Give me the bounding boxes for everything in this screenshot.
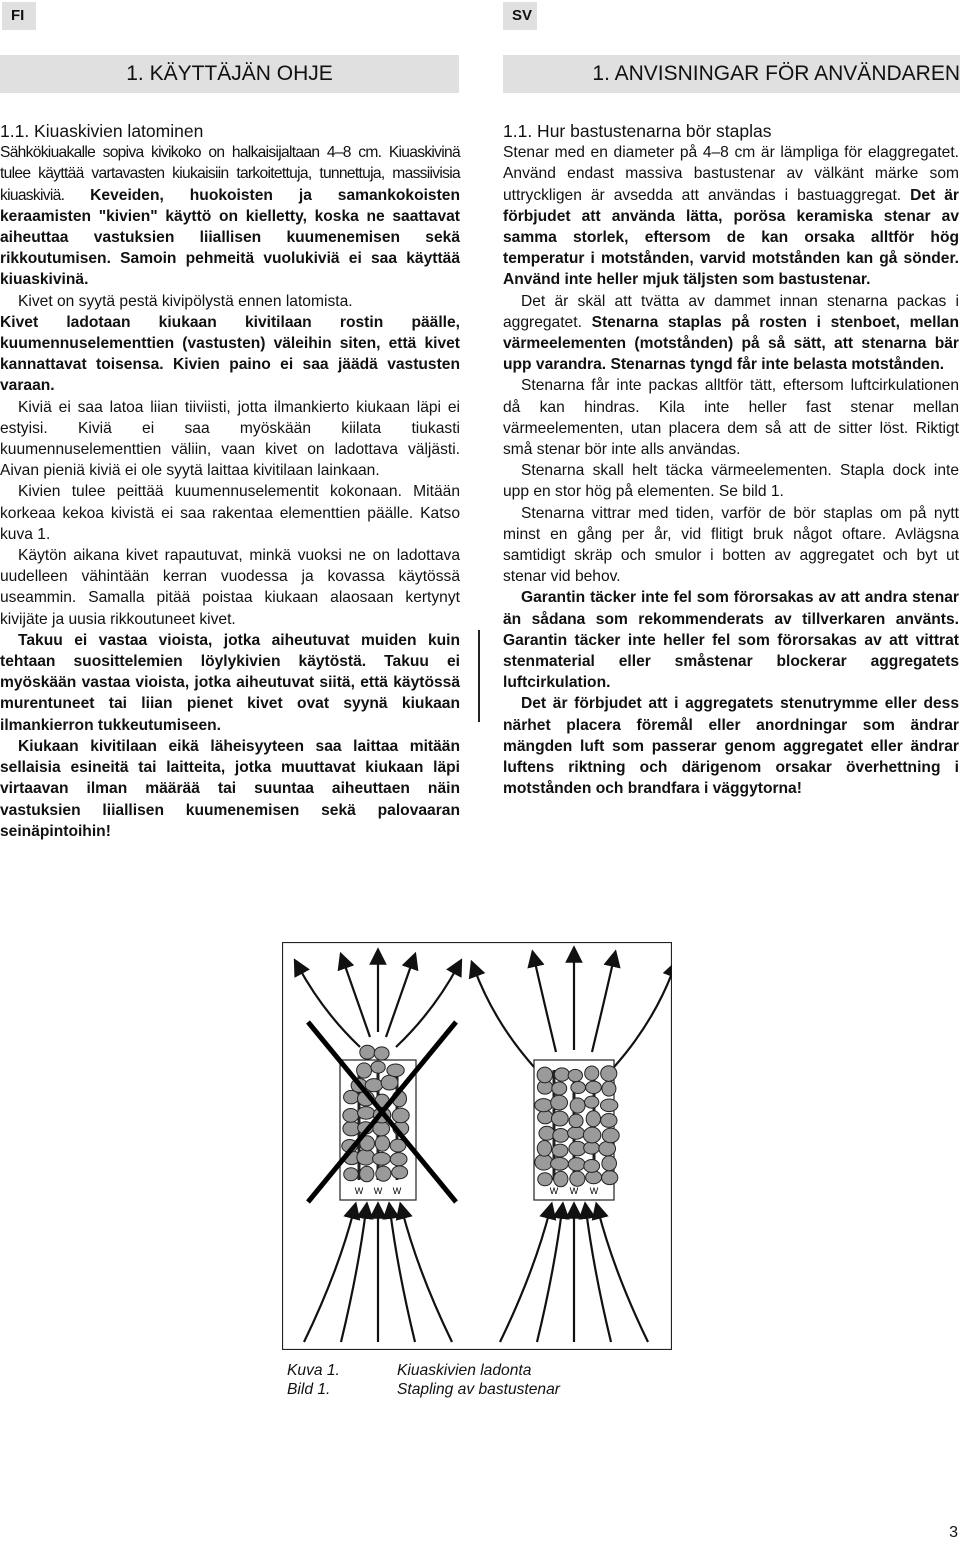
wrong-stacking-panel [298, 956, 458, 1342]
stone [538, 1110, 553, 1123]
warning-text: Stenarna staplas på rosten i stenboet, mellan värmeelementen (motstånden) på så sätt, att stenarna bär upp varandra. Stenarnas tyngd får inte belasta motstånden. [503, 313, 959, 374]
paragraph [503, 142, 959, 290]
airflow-arrow [396, 966, 458, 1047]
stone [552, 1082, 567, 1095]
paragraph: Stenarna vittrar med tiden, varför de bör staplas om på nytt minst en gång per år, vid flitigt bruk något oftare. Avlägsna samtidigt skräp och smulor i botten av aggregatet och byt ut stenar vid behov. [503, 504, 959, 586]
stone [538, 1173, 552, 1186]
swedish-column [503, 121, 959, 800]
heater-label: W [589, 1186, 599, 1196]
stone [586, 1171, 602, 1184]
stone [570, 1171, 585, 1186]
airflow-arrow [341, 1210, 366, 1342]
airflow-arrow [586, 1210, 611, 1342]
heater-label: W [354, 1186, 364, 1196]
stone [343, 1108, 359, 1122]
warning-text: Det är förbjudet att i aggregatets stenutrymme eller dess närhet placera föremål eller anordningar som ändrar mängden luft som passerar genom aggregatet eller ändrar luftens riktning och därigenom orsakar överhettning i motstånden och brandfara i väggytorna! [503, 695, 959, 798]
subsection-heading-fi: 1.1. Kiuaskivien latominen [0, 121, 204, 141]
stone [537, 1141, 551, 1157]
stone [358, 1107, 375, 1120]
paragraph: Kivet on syytä pestä kivipölystä ennen latomista. [18, 292, 353, 310]
airflow-arrow [534, 958, 556, 1052]
stone [552, 1144, 568, 1157]
stone [387, 1064, 404, 1077]
subsection-heading-sv: 1.1. Hur bastustenarna bör staplas [503, 121, 772, 141]
stone [390, 1153, 407, 1166]
section-title-fi: 1. KÄYTTÄJÄN OHJE [0, 55, 459, 93]
wash-text: Det är skäl att tvätta av dammet innan stenarna packas i aggregatet. [503, 292, 959, 331]
heater-label: W [569, 1186, 579, 1196]
stone [554, 1068, 569, 1081]
paragraph: Kiviä ei saa latoa liian tiiviisti, jotta ilmankierto kiukaan läpi ei estyisi. Kiviä ei saa myöskään kiilata tiukasti kuumennuselementtien väliin, vaan kivet on ladottava väljästi. Aivan pieniä kiviä ei ole syytä laittaa kivitilaan lainkaan. [0, 398, 460, 480]
stone [570, 1098, 585, 1113]
stone [602, 1081, 616, 1096]
heater-label: W [392, 1186, 402, 1196]
airflow-arrow [298, 966, 360, 1047]
finnish-column [0, 121, 460, 842]
airflow-arrow [386, 960, 413, 1037]
warning-text: Kiukaan kivitilaan eikä läheisyyteen saa laittaa mitään sellaisia esineitä tai laitteita, jotka muuttavat kiukaan läpi virtaavan ilman määrää tai suuntaa aiheuttaen näin vastuksien liiallisen kuumenemisen sekä palovaaran seinäpintoihin! [0, 737, 460, 840]
heater-label: W [373, 1186, 383, 1196]
stone [602, 1171, 618, 1185]
figure-caption-fi [287, 1361, 531, 1380]
stone [554, 1171, 568, 1187]
language-tag-fi: FI [2, 2, 36, 30]
stone [553, 1128, 569, 1142]
stone [551, 1157, 569, 1170]
figure-caption-sv [287, 1380, 560, 1399]
paragraph: Stenarna skall helt täcka värmeelementen. Stapla dock inte upp en stor hög på elementen. Se bild 1. [503, 462, 959, 501]
paragraph [0, 142, 460, 290]
warning-text: Det är förbjudet att använda lätta, porösa keramiska stenar av samma storlek, eftersom de kan orsaka alltför hög temperatur i motstånden, varvid motstånden kan gå sönder. Använd inte heller mjuk täljsten som bastustenar. [503, 186, 960, 289]
warning-text: Kivet ladotaan kiukaan kivitilaan rostin päälle, kuumennuselementtien (vastusten) väleihin siten, että kivet kannattavat toisensa. Kivien paino ei saa jäädä vastusten varaan. [0, 313, 460, 395]
language-tag-sv: SV [503, 2, 537, 30]
stone [357, 1149, 375, 1165]
stone [392, 1108, 409, 1123]
stone [585, 1096, 599, 1108]
stone [373, 1152, 391, 1165]
stone [584, 1142, 600, 1154]
stone [583, 1127, 600, 1143]
paragraph [503, 291, 959, 376]
stone [584, 1159, 600, 1172]
airflow-arrow [614, 968, 672, 1067]
airflow-arrow [474, 968, 534, 1067]
stone [571, 1082, 586, 1094]
stone [537, 1067, 552, 1083]
airflow-arrow [537, 1210, 562, 1342]
stone [599, 1141, 616, 1156]
stone [365, 1079, 383, 1092]
warranty-text: Takuu ei vastaa vioista, jotka aiheutuvat muiden kuin tehtaan suosittelemien löylykivien käytöstä. Takuu ei myöskään vastaa vioista, jotka aiheutuvat siitä, että käytössä murentuneet tai liian pienet kivet ovat syynä kiukaan ilmankierron tukkeutumiseen. [0, 631, 460, 734]
stone [535, 1099, 553, 1112]
stone [371, 1061, 385, 1073]
airflow-arrow [390, 1210, 415, 1342]
stone [586, 1111, 600, 1127]
stone [360, 1045, 375, 1059]
stone [600, 1099, 617, 1112]
stone [551, 1111, 568, 1126]
page-number: 3 [949, 1524, 958, 1541]
warning-text: Keveiden, huokoisten ja samankokoisten keraamisten "kivien" käyttö on kielletty, koska ne saattavat aiheuttaa vastuksien liiallisen kuumenemisen sekä rikkoutumisen. Samoin pehmeitä vuolukiviä ei saa käyttää kiuaskivinä. [0, 186, 460, 289]
stone-stacking-figure [282, 942, 672, 1350]
stone [539, 1126, 555, 1140]
caption-text-fi: Kiuaskivien ladonta [397, 1362, 532, 1379]
stone [585, 1066, 599, 1080]
heater-label: W [549, 1186, 559, 1196]
stone [360, 1166, 374, 1182]
stone [344, 1168, 358, 1181]
stone [375, 1136, 389, 1152]
stone [357, 1063, 372, 1078]
stone [602, 1156, 617, 1171]
section-title-sv: 1. ANVISNINGAR FÖR ANVÄNDAREN [503, 55, 960, 93]
warranty-text: Garantin täcker inte fel som förorsakas av att andra stenar än sådana som rekommenderats av tillverkaren använts. Garantin täcker inte heller fel som förorsakas av att vittrat stenmaterial eller småstenar blockerar aggregatets luftcirkulation. [503, 589, 959, 692]
stone [568, 1127, 585, 1140]
stone-size-text: Stenar med en diameter på 4–8 cm är lämpliga för elaggregatet. Använd endast massiva bastustenar av välkänt märke som uttryckligen är avsedda att användas i bastuaggregat. [503, 144, 959, 204]
paragraph: Kivien tulee peittää kuumennuselementit kokonaan. Mitään korkeaa kekoa kivistä ei saa rakentaa elementtien päälle. Katso kuva 1. [0, 483, 460, 543]
stone [374, 1047, 389, 1060]
stone [586, 1081, 602, 1093]
stone [381, 1075, 398, 1090]
stone-size-text: Sähkökiuakalle sopiva kivikoko on halkaisijaltaan 4–8 cm. Kiuaskivinä tulee käyttää vartavasten kiukaisiin tarkoitettuja, tunnettuja, massiivisia kiuaskiviä. [0, 144, 460, 204]
stone [569, 1114, 583, 1127]
caption-label-fi: Kuva 1. [287, 1362, 340, 1379]
caption-label-sv: Bild 1. [287, 1381, 331, 1398]
stone [568, 1069, 582, 1081]
column-rule [478, 630, 480, 722]
paragraph: Käytön aikana kivet rapautuvat, minkä vuoksi ne on ladottava uudelleen vähintään kerran vuodessa ja kovassa käytössä useammin. Samalla pitää poistaa kiukaan alaosaan kertynyt kivijäte ja uusia rikkoutuneet kivet. [0, 547, 460, 628]
stone [602, 1128, 619, 1143]
stone [392, 1166, 408, 1179]
stone [601, 1114, 617, 1128]
airflow-arrow [343, 960, 370, 1037]
airflow-arrow [592, 958, 614, 1052]
stone [601, 1066, 617, 1082]
stone [568, 1158, 585, 1171]
stone [376, 1166, 391, 1181]
correct-stacking-panel [474, 954, 672, 1342]
stone [551, 1095, 568, 1110]
paragraph: Stenarna får inte packas alltför tätt, eftersom luftcirkulationen då kan hindras. Kila inte heller fast stenar mellan värmeelementen, utan placera dem så att de sitter löst. Riktigt små stenar bör inte alls användas. [503, 377, 959, 459]
caption-text-sv: Stapling av bastustenar [397, 1381, 560, 1398]
